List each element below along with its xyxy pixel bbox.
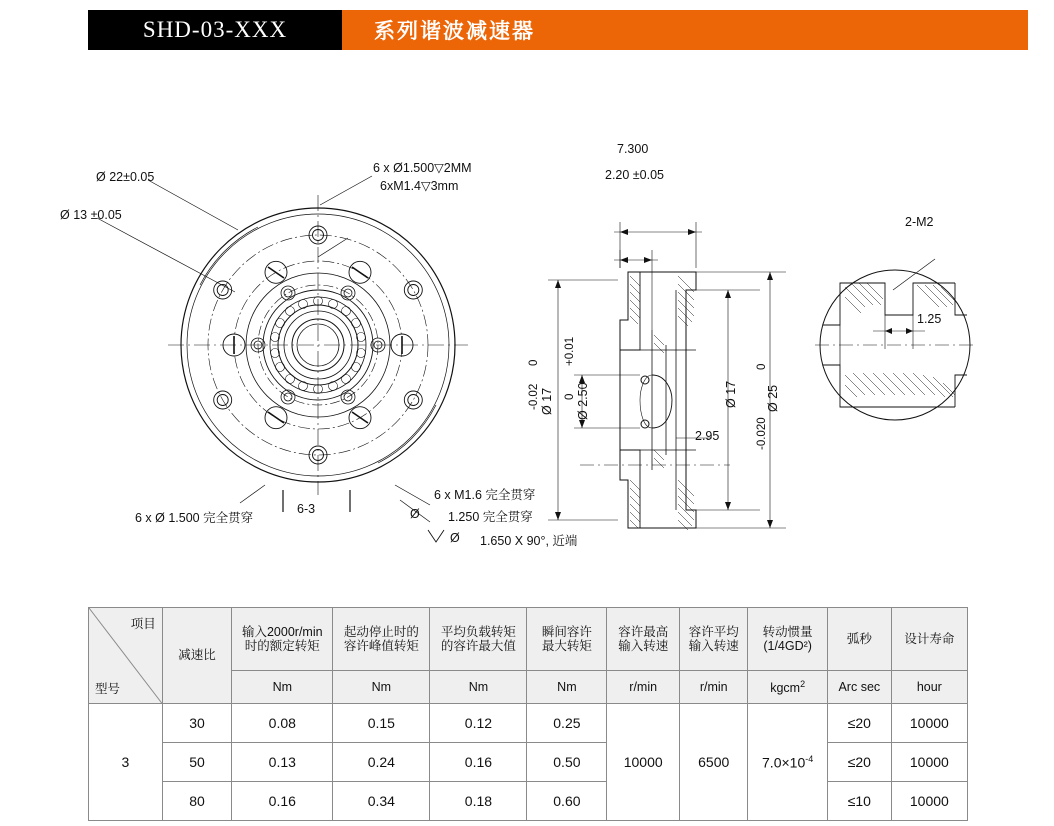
table-corner-cell bbox=[89, 608, 163, 704]
label-note-dia-symbol: Ø bbox=[410, 507, 420, 521]
cell-ratio: 50 bbox=[162, 743, 232, 782]
label-holes-6xm14: 6xM1.4▽3mm bbox=[380, 179, 459, 193]
right-detail-view bbox=[815, 259, 975, 420]
chamfer-symbol bbox=[428, 530, 444, 542]
cell-rated-torque: 0.13 bbox=[232, 743, 333, 782]
unit-life: hour bbox=[891, 671, 967, 704]
unit-inertia: kgcm$^2$ bbox=[748, 671, 828, 704]
cell-momentary-torque: 0.25 bbox=[527, 704, 607, 743]
cell-avg-max-torque: 0.12 bbox=[430, 704, 527, 743]
cell-rated-torque: 0.08 bbox=[232, 704, 333, 743]
label-dia17-tolerance: Ø 17 bbox=[540, 387, 554, 415]
label-dia25-tol-lower: -0.020 bbox=[756, 417, 768, 450]
header-max-input-speed-line2: 输入转速 bbox=[618, 639, 669, 653]
technical-drawing bbox=[0, 60, 1054, 605]
header-avg-max-torque-line2: 的容许最大值 bbox=[440, 639, 516, 653]
spec-table-wrapper bbox=[88, 607, 968, 821]
header-inertia bbox=[748, 608, 828, 671]
cell-peak-torque: 0.34 bbox=[333, 782, 430, 821]
cell-peak-torque: 0.24 bbox=[333, 743, 430, 782]
header-avg-input-speed-line1: 容许平均 bbox=[688, 624, 739, 639]
header-arc-sec: 弧秒 bbox=[827, 608, 891, 671]
page-header bbox=[88, 10, 1028, 50]
section-view bbox=[548, 222, 786, 530]
header-momentary-torque-line1: 瞬间容许 bbox=[541, 624, 592, 639]
header-max-input-speed bbox=[607, 608, 680, 671]
label-dia17: Ø 17 bbox=[724, 380, 738, 408]
cell-momentary-torque: 0.50 bbox=[527, 743, 607, 782]
header-momentary-torque bbox=[527, 608, 607, 671]
cell-rated-torque: 0.16 bbox=[232, 782, 333, 821]
table-row bbox=[89, 743, 968, 782]
unit-max-input-speed: r/min bbox=[607, 671, 680, 704]
cell-inertia-exponent: -4 bbox=[805, 753, 814, 764]
cell-arc-sec: ≤10 bbox=[827, 782, 891, 821]
unit-rated-torque: Nm bbox=[232, 671, 333, 704]
label-note-1250: 1.250 完全贯穿 bbox=[448, 510, 533, 524]
label-bottom-6x1500: 6 x Ø 1.500 完全贯穿 bbox=[135, 511, 254, 525]
corner-item-label: 项目 bbox=[130, 617, 156, 631]
header-peak-torque bbox=[333, 608, 430, 671]
cell-ratio: 80 bbox=[162, 782, 232, 821]
header-max-input-speed-line1: 容许最高 bbox=[618, 624, 669, 639]
cell-inertia bbox=[748, 704, 828, 821]
label-length-7300: 7.300 bbox=[617, 142, 649, 156]
label-width-125: 1.25 bbox=[917, 312, 942, 326]
unit-avg-max-torque: Nm bbox=[430, 671, 527, 704]
cell-arc-sec: ≤20 bbox=[827, 704, 891, 743]
label-note-chamfer-dia-symbol: Ø bbox=[450, 531, 460, 545]
cell-avg-max-torque: 0.16 bbox=[430, 743, 527, 782]
table-header-row bbox=[89, 608, 968, 671]
spec-table bbox=[88, 607, 968, 821]
label-dia25: Ø 25 bbox=[766, 384, 780, 412]
front-view bbox=[168, 195, 468, 495]
header-momentary-torque-line2: 最大转矩 bbox=[541, 639, 592, 653]
label-holes-6x1500: 6 x Ø1.500▽2MM bbox=[373, 161, 472, 175]
cell-avg-max-torque: 0.18 bbox=[430, 782, 527, 821]
cell-ratio: 30 bbox=[162, 704, 232, 743]
unit-peak-torque: Nm bbox=[333, 671, 430, 704]
corner-model-label: 型号 bbox=[95, 682, 121, 696]
cell-model-number: 3 bbox=[89, 704, 163, 821]
header-rated-torque-line1: 输入2000r/min bbox=[241, 624, 323, 639]
header-rated-torque-line2: 时的额定转矩 bbox=[244, 639, 320, 653]
cell-life: 10000 bbox=[891, 782, 967, 821]
label-note-chamfer: 1.650 X 90°, 近端 bbox=[480, 534, 578, 548]
section-marker bbox=[283, 490, 350, 512]
table-row bbox=[89, 704, 968, 743]
header-avg-input-speed bbox=[680, 608, 748, 671]
unit-avg-input-speed: r/min bbox=[680, 671, 748, 704]
cell-inertia-mantissa: 7.0×10 bbox=[762, 754, 806, 771]
header-ratio: 减速比 bbox=[162, 608, 232, 704]
cell-avg-input-speed: 6500 bbox=[680, 704, 748, 821]
label-dia22: Ø 22±0.05 bbox=[96, 170, 155, 184]
header-rated-torque bbox=[232, 608, 333, 671]
table-row bbox=[89, 782, 968, 821]
cell-arc-sec: ≤20 bbox=[827, 743, 891, 782]
label-thread-2m2: 2-M2 bbox=[905, 215, 934, 229]
cell-life: 10000 bbox=[891, 743, 967, 782]
header-inertia-line1: 转动惯量 bbox=[762, 624, 813, 639]
label-section-6-3: 6-3 bbox=[297, 502, 316, 516]
header-peak-torque-line1: 起动停止时的 bbox=[343, 624, 419, 639]
label-length-220: 2.20 ±0.05 bbox=[605, 168, 664, 182]
unit-arc-sec: Arc sec bbox=[827, 671, 891, 704]
cell-peak-torque: 0.15 bbox=[333, 704, 430, 743]
header-avg-input-speed-line2: 输入转速 bbox=[688, 639, 739, 653]
label-length-295: 2.95 bbox=[695, 429, 720, 443]
cell-momentary-torque: 0.60 bbox=[527, 782, 607, 821]
label-note-m16: 6 x M1.6 完全贯穿 bbox=[434, 488, 536, 502]
series-title: 系列谐波减速器 bbox=[342, 10, 1028, 50]
label-dia250: Ø 2.50 bbox=[576, 382, 590, 420]
label-dia17-tol-lower: -0.02 bbox=[528, 383, 540, 410]
header-avg-max-torque bbox=[430, 608, 527, 671]
header-life: 设计寿命 bbox=[891, 608, 967, 671]
header-inertia-line2: (1/4GD²) bbox=[763, 639, 812, 653]
header-avg-max-torque-line1: 平均负载转矩 bbox=[440, 624, 516, 639]
cell-life: 10000 bbox=[891, 704, 967, 743]
label-dia250-lower: 0 bbox=[564, 393, 576, 400]
unit-momentary-torque: Nm bbox=[527, 671, 607, 704]
label-dia17-tol-upper: 0 bbox=[528, 359, 540, 366]
label-dia250-upper: +0.01 bbox=[564, 336, 576, 366]
label-dia25-tol-upper: 0 bbox=[756, 363, 768, 370]
cell-max-input-speed: 10000 bbox=[607, 704, 680, 821]
label-dia13: Ø 13 ±0.05 bbox=[60, 208, 122, 222]
model-code: SHD-03-XXX bbox=[88, 10, 342, 50]
header-peak-torque-line2: 容许峰值转矩 bbox=[343, 639, 419, 653]
